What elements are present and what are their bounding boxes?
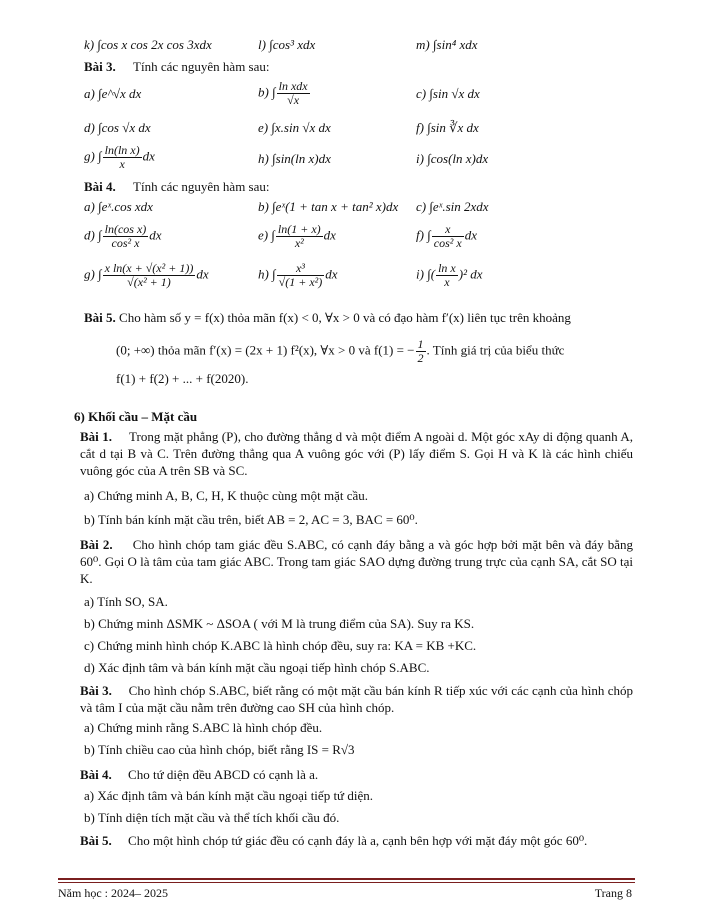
exercise-3-heading: [84, 59, 270, 75]
exercise-5-line3: f(1) + f(2) + ... + f(2020).: [116, 371, 249, 386]
integral-3a: a) ∫e^√x dx: [84, 86, 142, 101]
exercise-5-line1: [84, 310, 571, 326]
integral-4c: c) ∫eˣ.sin 2xdx: [416, 199, 489, 214]
s6-exercise-1: Bài 1. Trong mặt phẳng (P), cho đường thẳng d và một điểm A ngoài d. Một góc xAy di động quanh A, cắt d tại B và C. Trên đường thẳng qua A vuông góc với (P) lấy điểm S. Gọi H và K là các hình chiếu vuông góc của A trên SB và SC.: [80, 429, 633, 478]
s6-exercise-5: Bài 5. Cho một hình chóp tứ giác đều có cạnh đáy là a, cạnh bên hợp với mặt đáy một góc 60⁰.: [80, 833, 588, 848]
integral-m: m) ∫sin⁴ xdx: [416, 37, 478, 52]
integral-4g: g) ∫ $\frac{\text{x ln(x + √(x² + 1))}}{\text{√(x² + 1)}}$ dx: [84, 261, 209, 289]
exercise-title: Tính các nguyên hàm sau:: [133, 59, 270, 74]
integral-3g: g) ∫ $\frac{\text{ln(ln x)}}{x}$ dx: [84, 143, 155, 171]
s6-exercise-4a: a) Xác định tâm và bán kính mặt cầu ngoại tiếp tứ diện.: [84, 788, 373, 803]
s6-exercise-2b: b) Chứng minh ΔSMK ~ ΔSOA ( với M là trung điểm của SA). Suy ra KS.: [84, 616, 475, 631]
s6-exercise-2c: c) Chứng minh hình chóp K.ABC là hình chóp đều, suy ra: KA = KB +KC.: [84, 638, 477, 653]
footer-rule: [58, 878, 635, 880]
s6-exercise-3: Bài 3. Cho hình chóp S.ABC, biết rằng có một mặt cầu bán kính R tiếp xúc với các cạnh của hình chóp và tâm I của mặt cầu nằm trên đường cao SH của hình chóp.: [80, 683, 633, 715]
exercise-label: Bài 3.: [84, 59, 116, 74]
exercise-5-text: Cho hàm số y = f(x) thỏa mãn f(x) < 0, ∀x > 0 và có đạo hàm f′(x) liên tục trên khoảng: [119, 310, 571, 325]
integral-4b: b) ∫eˣ(1 + tan x + tan² x)dx: [258, 199, 399, 214]
integral-3f: f) ∫sin ∛x dx: [416, 120, 479, 135]
s6-exercise-4b: b) Tính diện tích mặt cầu và thể tích khối cầu đó.: [84, 810, 340, 825]
section-6-title: 6) Khối cầu – Mặt cầu: [74, 409, 198, 424]
s6-exercise-2d: d) Xác định tâm và bán kính mặt cầu ngoại tiếp hình chóp S.ABC.: [84, 660, 430, 675]
integral-3e: e) ∫x.sin √x dx: [258, 120, 331, 135]
exercise-label: Bài 5.: [84, 310, 116, 325]
footer-school-year: Năm học : 2024– 2025: [58, 886, 168, 900]
integral-k: k) ∫cos x cos 2x cos 3xdx: [84, 37, 212, 52]
footer-page-number: Trang 8: [594, 886, 632, 900]
s6-exercise-3a: a) Chứng minh rằng S.ABC là hình chóp đều.: [84, 720, 323, 735]
integral-4i: i) ∫( $\frac{\text{ln x}}{x}$ )² dx: [416, 261, 483, 289]
integral-3c: c) ∫sin √x dx: [416, 86, 480, 101]
footer-rule-thin: [58, 882, 635, 883]
integral-l: l) ∫cos³ xdx: [258, 37, 316, 52]
s6-exercise-1a: a) Chứng minh A, B, C, H, K thuộc cùng một mặt cầu.: [84, 488, 368, 503]
s6-exercise-2a: a) Tính SO, SA.: [84, 594, 168, 609]
integral-4a: a) ∫eˣ.cos xdx: [84, 199, 153, 214]
exercise-label: Bài 4.: [84, 179, 116, 194]
s6-exercise-3b: b) Tính chiều cao của hình chóp, biết rằng IS = R√3: [84, 742, 355, 757]
s6-exercise-2: Bài 2. Cho hình chóp tam giác đều S.ABC, có cạnh đáy bằng a và góc hợp bởi mặt bên và đáy bằng 60⁰. Gọi O là tâm của tam giác ABC. Trong tam giác SAO dựng đường trung trực của cạnh SA, cắt SO tại K.: [80, 537, 633, 586]
integral-3d: d) ∫cos √x dx: [84, 120, 151, 135]
integral-4e: e) ∫ $\frac{\ln(1 + x)}{\text{x²}}$ dx: [258, 222, 336, 250]
integral-4f: f) ∫ $\frac{x}{\text{cos² x}}$ dx: [416, 222, 477, 250]
integral-3h: h) ∫sin(ln x)dx: [258, 151, 331, 166]
exercise-title: Tính các nguyên hàm sau:: [133, 179, 270, 194]
integral-4h: h) ∫ $\frac{\text{x³}}{\text{√(1 + x²)}}$ dx: [258, 261, 338, 289]
exercise-5-line2: (0; +∞) thỏa mãn f′(x) = (2x + 1) f²(x), ∀x > 0 và f(1) = − $\frac{1}{2}$ . Tính giá trị của biểu thức: [116, 337, 565, 365]
integral-3b: b) ∫ $\frac{\text{ln xdx}}{√x}$: [258, 79, 308, 107]
integral-3i: i) ∫cos(ln x)dx: [416, 151, 489, 166]
exercise-4-heading: [84, 179, 270, 195]
s6-exercise-1b: b) Tính bán kính mặt cầu trên, biết AB = 2, AC = 3, BAC = 60⁰.: [84, 512, 418, 527]
s6-exercise-4: Bài 4. Cho tứ diện đều ABCD có cạnh là a.: [80, 767, 319, 782]
integral-4d: d) ∫ $\frac{\text{ln(cos x)}}{\text{cos² x}}$ dx: [84, 222, 162, 250]
